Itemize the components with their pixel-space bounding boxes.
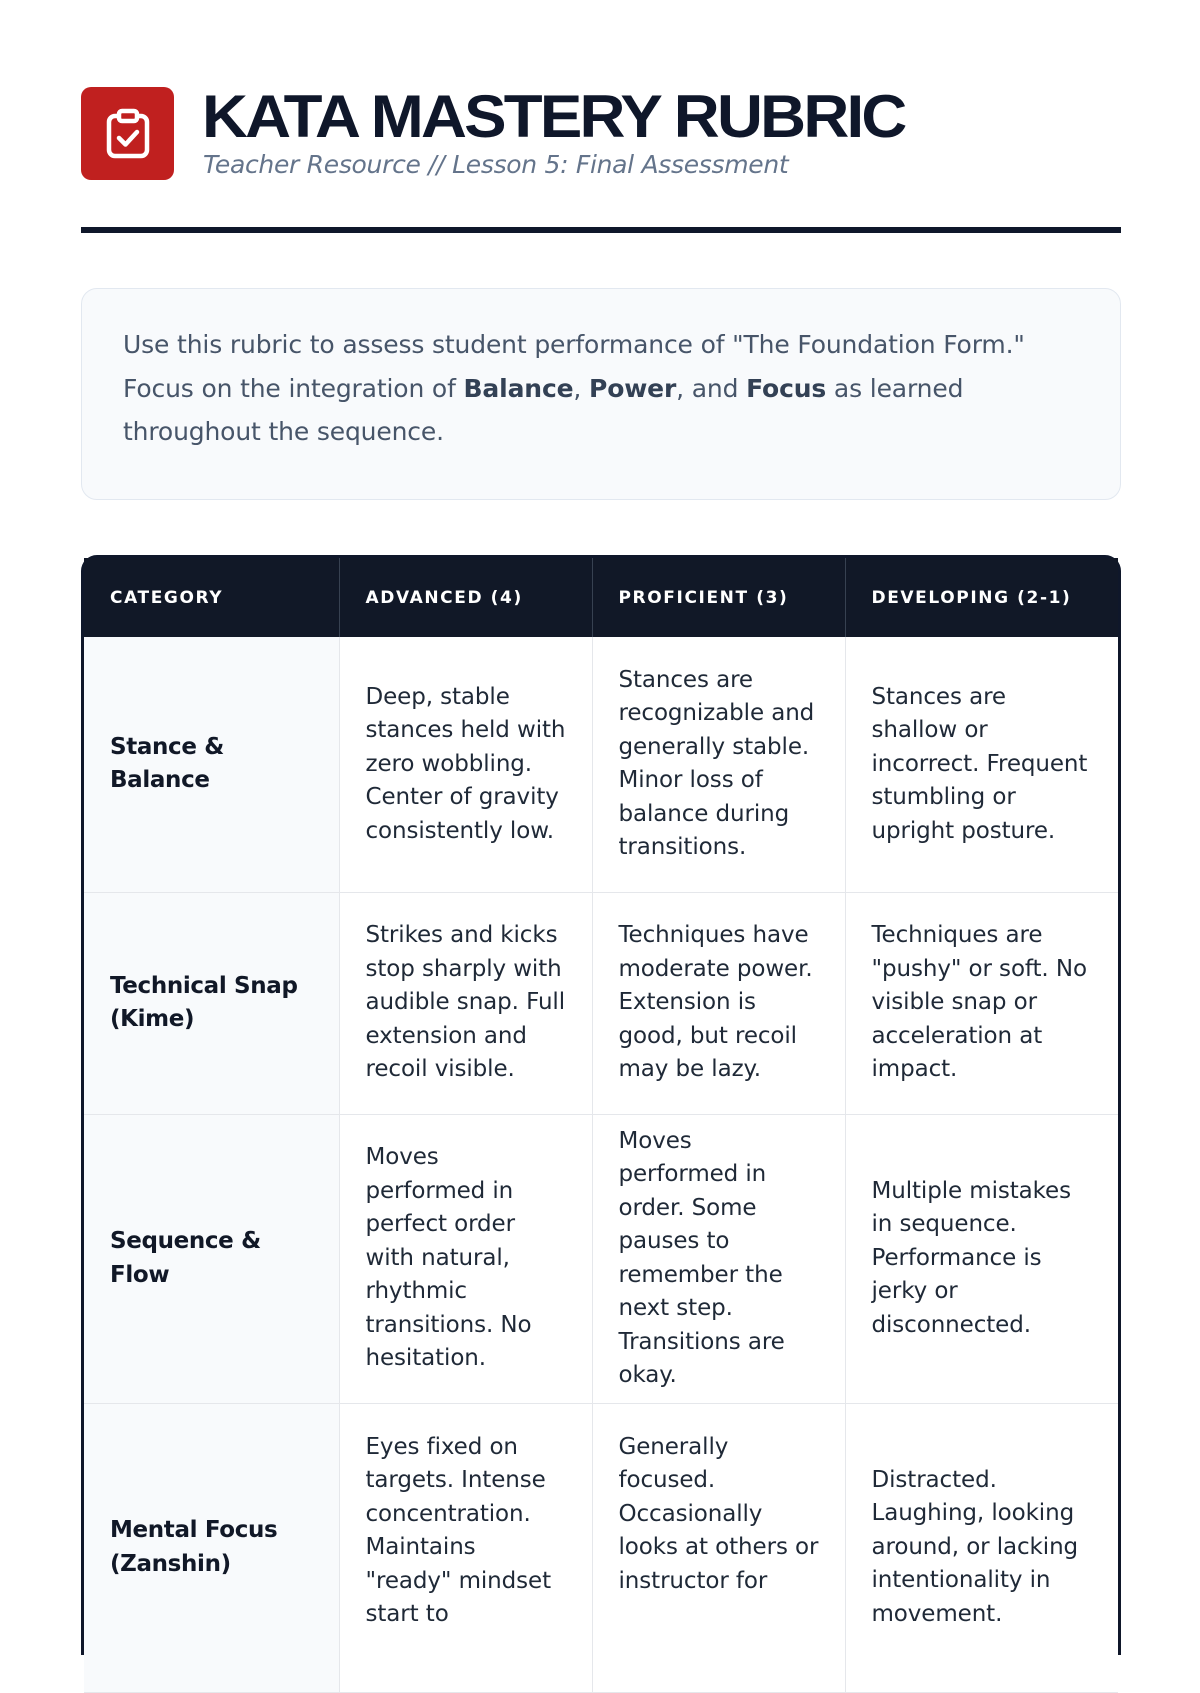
header-divider xyxy=(81,227,1121,233)
row-category: Stance & Balance xyxy=(84,637,339,892)
intro-box xyxy=(81,288,1121,500)
intro-term-focus: Focus xyxy=(746,373,827,403)
intro-term-power: Power xyxy=(589,373,677,403)
page-subtitle: Teacher Resource // Lesson 5: Final Assessment xyxy=(203,150,789,179)
table-row xyxy=(84,1403,1118,1692)
cell-developing: Stances are shallow or incorrect. Frequent stumbling or upright posture. xyxy=(845,637,1118,892)
cell-advanced: Moves performed in perfect order with natural, rhythmic transitions. No hesitation. xyxy=(339,1114,592,1403)
header-advanced: ADVANCED (4) xyxy=(339,558,592,637)
cell-developing: Multiple mistakes in sequence. Performance is jerky or disconnected. xyxy=(845,1114,1118,1403)
header-developing: DEVELOPING (2-1) xyxy=(845,558,1118,637)
header-proficient: PROFICIENT (3) xyxy=(592,558,845,637)
rubric-table xyxy=(81,555,1121,1655)
intro-term-balance: Balance xyxy=(463,373,574,403)
clipboard-check-icon xyxy=(81,87,174,180)
row-category: Sequence & Flow xyxy=(84,1114,339,1403)
cell-advanced: Deep, stable stances held with zero wobbling. Center of gravity consistently low. xyxy=(339,637,592,892)
rubric-grid xyxy=(84,558,1118,1693)
cell-advanced: Eyes fixed on targets. Intense concentration. Maintains "ready" mindset start to xyxy=(339,1403,592,1692)
cell-advanced: Strikes and kicks stop sharply with audible snap. Full extension and recoil visible. xyxy=(339,892,592,1114)
intro-sep-1: , xyxy=(573,373,590,403)
table-row xyxy=(84,637,1118,892)
intro-sep-2: , and xyxy=(676,373,747,403)
table-row xyxy=(84,892,1118,1114)
header-category: CATEGORY xyxy=(84,558,339,637)
intro-text-before: Use this rubric to assess student performance of "The Foundation Form." Focus on the integration of xyxy=(123,330,1025,403)
cell-proficient: Generally focused. Occasionally looks at others or instructor for xyxy=(592,1403,845,1692)
cell-proficient: Stances are recognizable and generally stable. Minor loss of balance during transitions. xyxy=(592,637,845,892)
rubric-body xyxy=(84,637,1118,1692)
table-row xyxy=(84,1114,1118,1403)
cell-proficient: Techniques have moderate power. Extension is good, but recoil may be lazy. xyxy=(592,892,845,1114)
rubric-header xyxy=(84,558,1118,637)
cell-proficient: Moves performed in order. Some pauses to remember the next step. Transitions are okay. xyxy=(592,1114,845,1403)
intro-text xyxy=(123,323,1080,454)
row-category: Technical Snap (Kime) xyxy=(84,892,339,1114)
header xyxy=(81,83,1121,182)
cell-developing: Techniques are "pushy" or soft. No visible snap or acceleration at impact. xyxy=(845,892,1118,1114)
clipboard-check-glyph xyxy=(105,109,151,159)
page-title: KATA MASTERY RUBRIC xyxy=(202,83,905,150)
cell-developing: Distracted. Laughing, looking around, or lacking intentionality in movement. xyxy=(845,1403,1118,1692)
row-category: Mental Focus (Zanshin) xyxy=(84,1403,339,1692)
intro-text-after: as learned throughout the sequence. xyxy=(123,373,964,446)
header-row xyxy=(84,558,1118,637)
